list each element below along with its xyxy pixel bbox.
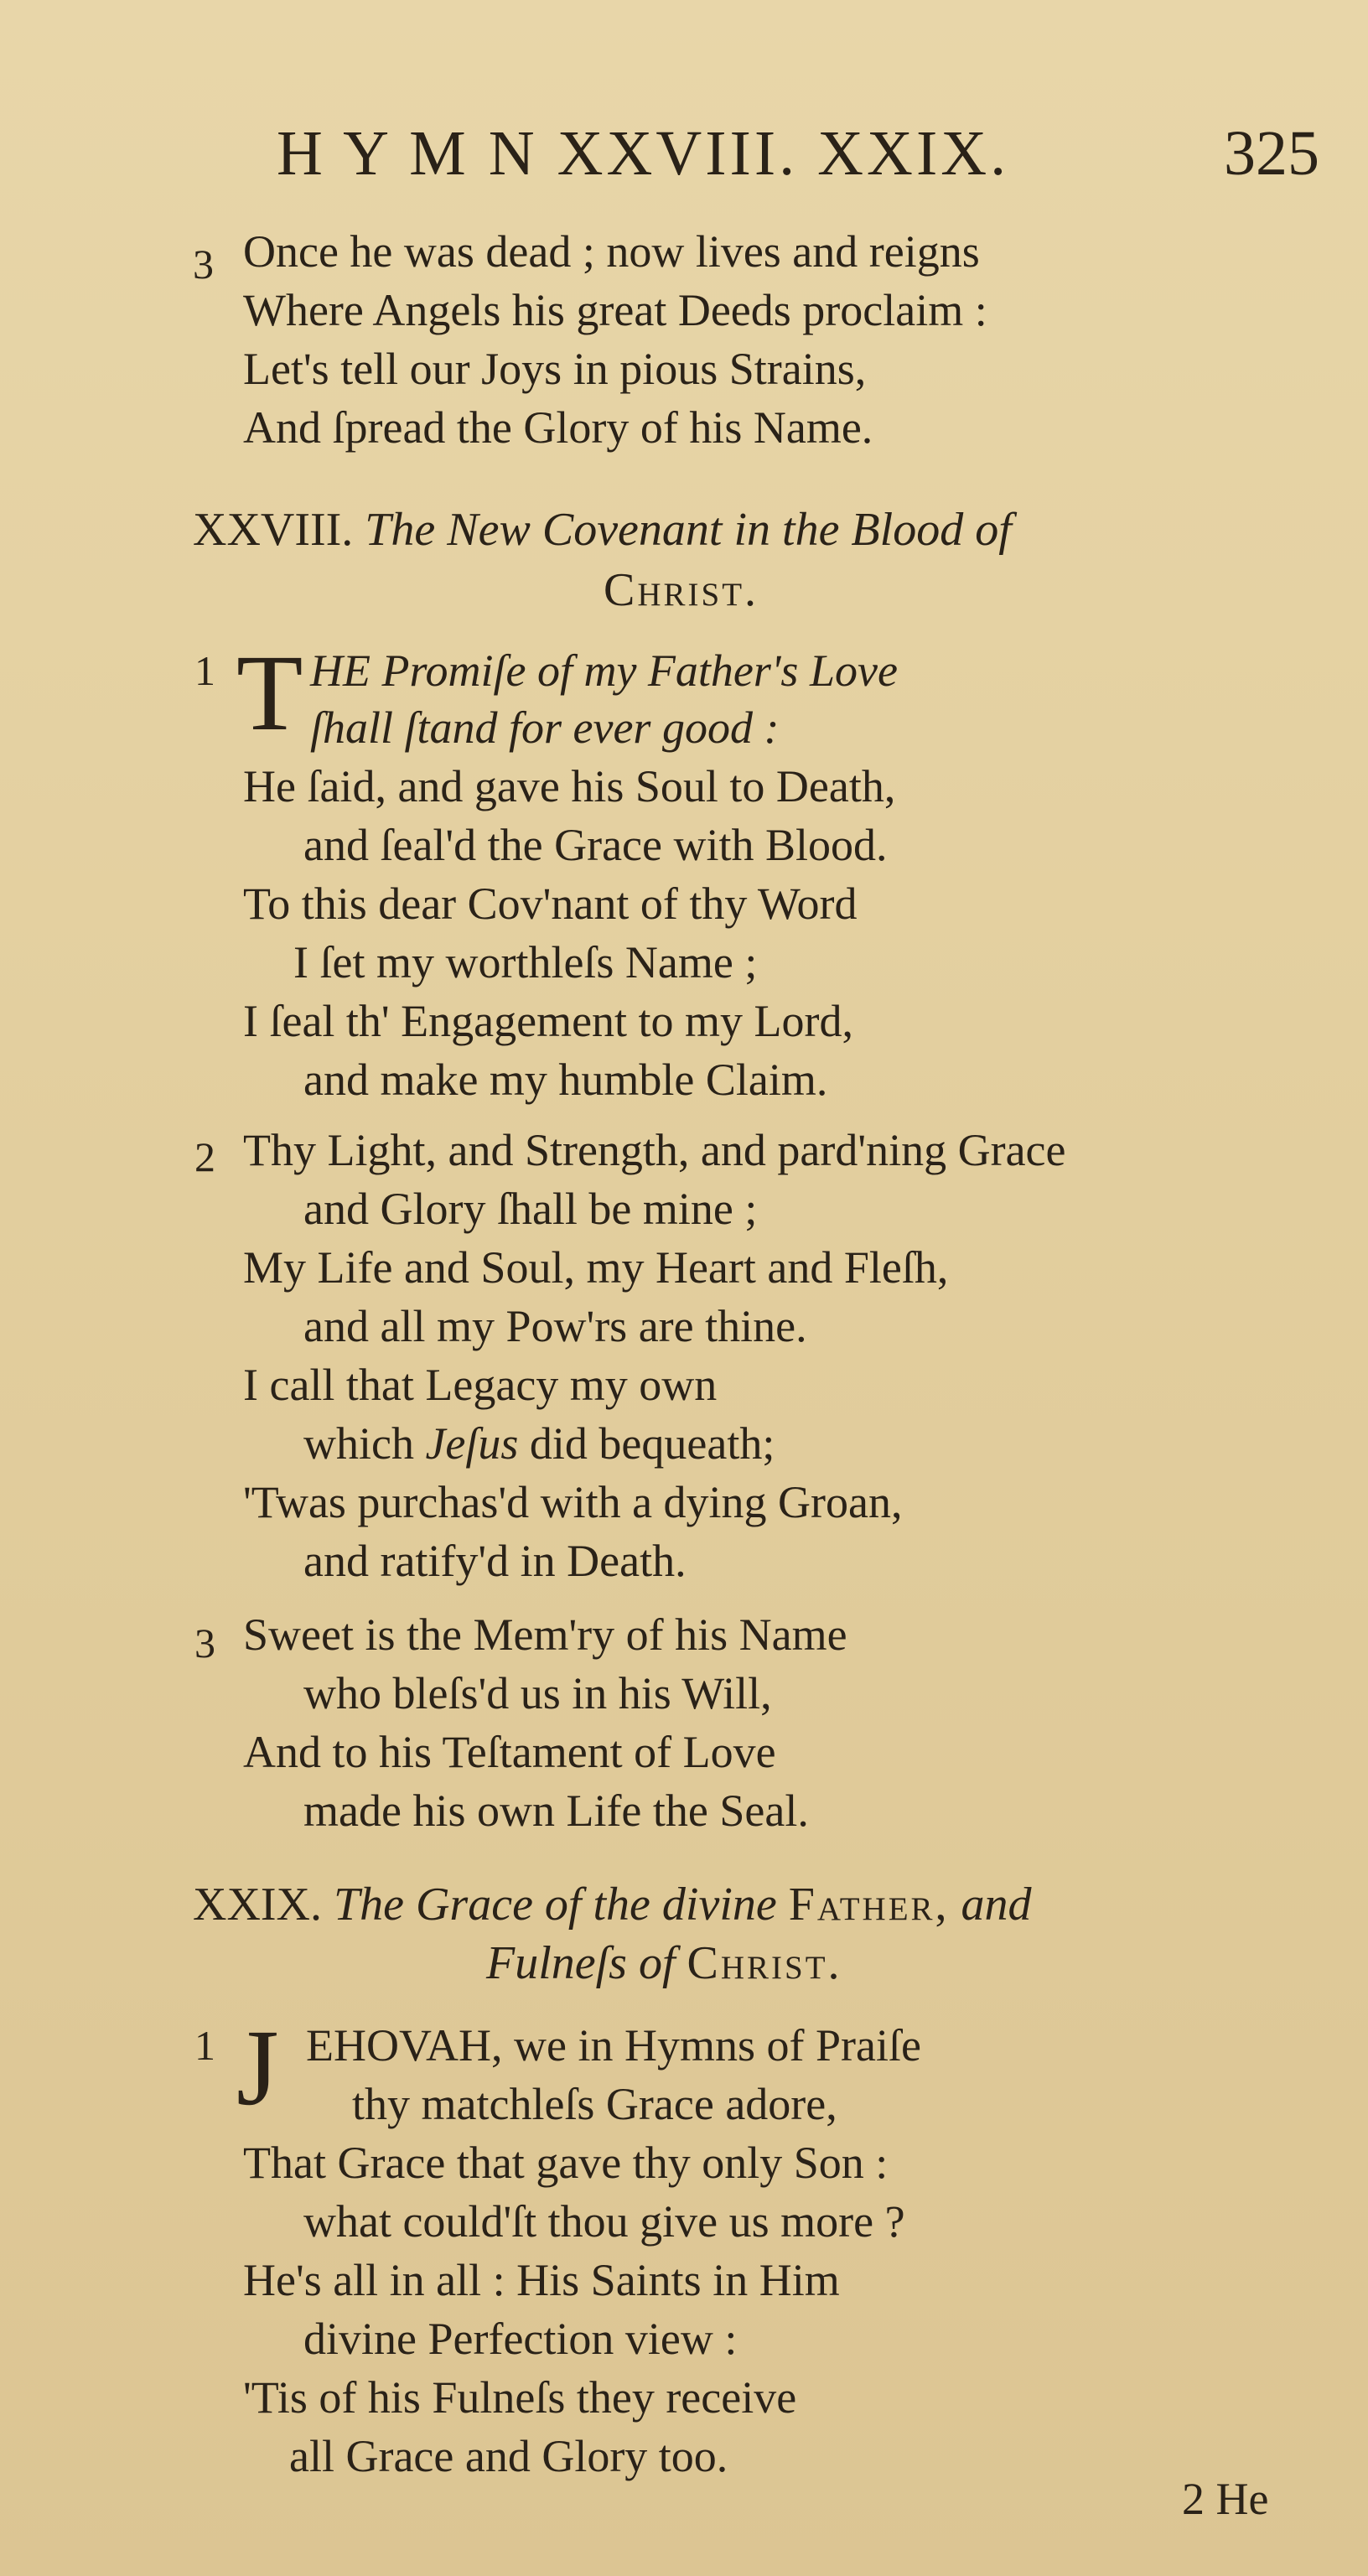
- verse-line: Sweet is the Mem'ry of his Name: [243, 1609, 847, 1660]
- drop-cap: T: [236, 633, 303, 754]
- verse-line: 'Twas purchas'd with a dying Groan,: [243, 1477, 903, 1527]
- verse-line: and ſeal'd the Grace with Blood.: [303, 820, 888, 870]
- verse-line: My Life and Soul, my Heart and Fleſh,: [243, 1242, 949, 1293]
- verse-text: which: [303, 1418, 414, 1469]
- verse-line: And ſpread the Glory of his Name.: [243, 402, 873, 453]
- verse-line: what could'ſt thou give us more ?: [303, 2196, 905, 2247]
- verse-line: I ſet my worthleſs Name ;: [293, 937, 758, 987]
- hymn-title-line2: [486, 1936, 842, 1990]
- verse-line: and make my humble Claim.: [303, 1055, 828, 1105]
- verse-line: EHOVAH, we in Hymns of Praiſe: [306, 2020, 921, 2071]
- verse-line: and all my Pow'rs are thine.: [303, 1301, 807, 1351]
- hymn-title-text: The New Covenant in the Blood of: [365, 504, 1012, 556]
- hymn-title-caps: Christ.: [604, 564, 759, 616]
- verse-line: He's all in all : His Saints in Him: [243, 2255, 840, 2305]
- hymn-title-caps: Christ.: [687, 1937, 842, 1989]
- hymn-numeral: XXVIII.: [193, 504, 354, 556]
- drop-cap: J: [236, 2008, 279, 2128]
- verse-line: Let's tell our Joys in pious Strains,: [243, 344, 867, 394]
- verse-name-italic: Jeſus: [425, 1418, 519, 1469]
- hymn-title: [193, 503, 1012, 557]
- verse-line: That Grace that gave thy only Son :: [243, 2138, 889, 2188]
- verse-number: 3: [193, 241, 214, 288]
- verse-line: and Glory ſhall be mine ;: [303, 1184, 758, 1234]
- verse-line: Where Angels his great Deeds proclaim :: [243, 285, 987, 335]
- verse-line: thy matchleſs Grace adore,: [352, 2079, 837, 2129]
- catchword: 2 He: [1182, 2474, 1269, 2524]
- running-title: H Y M N XXVIII. XXIX.: [277, 118, 1010, 189]
- verse-line: HE Promiſe of my Father's Love: [310, 645, 898, 696]
- verse-number: 3: [194, 1620, 215, 1666]
- verse-line: all Grace and Glory too.: [289, 2431, 728, 2481]
- verse-line: made his own Life the Seal.: [303, 1786, 809, 1836]
- hymn-numeral: XXIX.: [193, 1879, 322, 1931]
- verse-line: To this dear Cov'nant of thy Word: [243, 879, 858, 929]
- verse-line: and ratify'd in Death.: [303, 1536, 687, 1586]
- verse-line: He ſaid, and gave his Soul to Death,: [243, 761, 896, 811]
- verse-text: did bequeath;: [529, 1418, 775, 1469]
- page-number: 325: [1224, 118, 1319, 189]
- hymn-title: [193, 1878, 1032, 1931]
- verse-number: 1: [194, 2022, 215, 2069]
- verse-line: Once he was dead ; now lives and reigns: [243, 226, 980, 277]
- hymn-title-text: The Grace of the divine: [333, 1879, 777, 1931]
- verse-line: who bleſs'd us in his Will,: [303, 1668, 772, 1718]
- verse-line: [303, 1418, 775, 1469]
- hymn-title-text: and: [961, 1879, 1032, 1931]
- verse-line: And to his Teſtament of Love: [243, 1727, 776, 1777]
- verse-line: divine Perfection view :: [303, 2314, 738, 2364]
- verse-number: 1: [194, 647, 215, 694]
- verse-number: 2: [194, 1133, 215, 1180]
- verse-line: Thy Light, and Strength, and pard'ning Grace: [243, 1125, 1066, 1175]
- verse-line: ſhall ſtand for ever good :: [310, 702, 780, 753]
- hymn-title-text: Fulneſs of: [486, 1937, 676, 1989]
- verse-line: 'Tis of his Fulneſs they receive: [243, 2372, 797, 2423]
- hymn-title-caps: Father,: [788, 1879, 950, 1931]
- verse-line: I ſeal th' Engagement to my Lord,: [243, 996, 854, 1046]
- verse-line: I call that Legacy my own: [243, 1360, 718, 1410]
